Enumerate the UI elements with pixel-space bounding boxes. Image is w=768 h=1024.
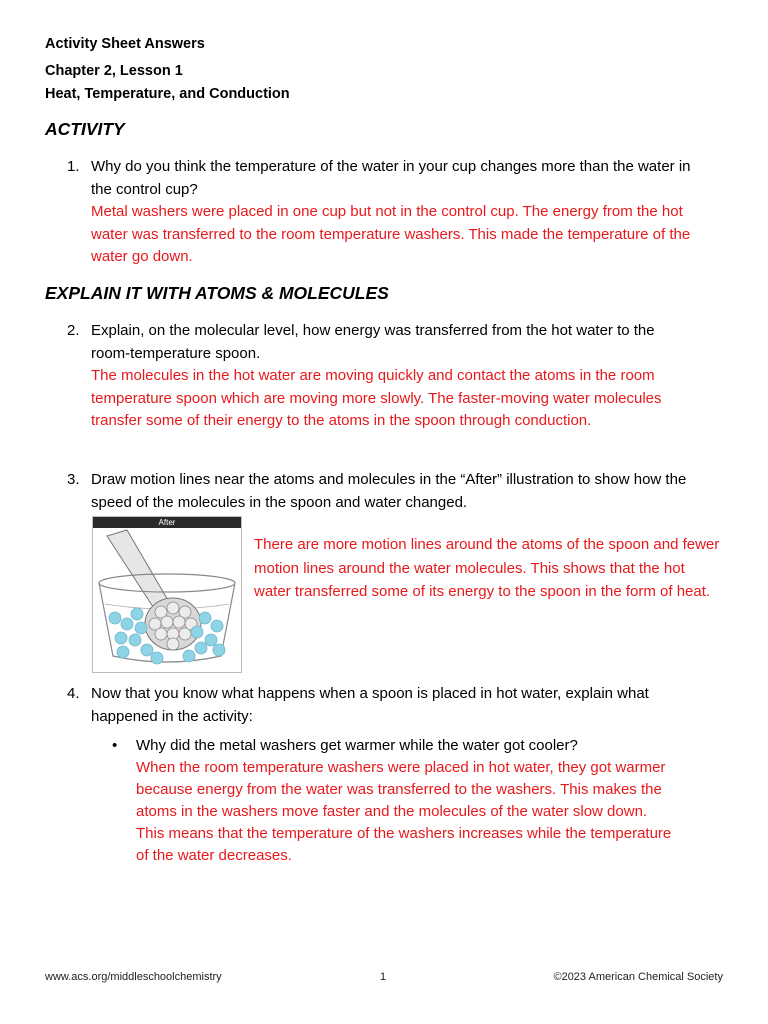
question-answer: Metal washers were placed in one cup but not in the control cup. The energy from the hot water was transferred to the room temperature washers. This made the temperature of the water go down. (91, 203, 691, 265)
water-molecule (183, 650, 195, 662)
question-prompt: Now that you know what happens when a spoon is placed in hot water, explain what happened in the activity: (91, 685, 649, 725)
section-activity-heading: ACTIVITY (45, 119, 125, 139)
spoon-atom (167, 602, 179, 614)
question-4 (67, 683, 710, 728)
spoon-atom (167, 638, 179, 650)
question-number: 4. (67, 685, 80, 702)
after-illustration (92, 516, 242, 673)
question-3 (67, 469, 710, 514)
water-molecule (117, 646, 129, 658)
after-label: After (93, 517, 241, 528)
bullet-answer: When the room temperature washers were placed in hot water, they got warmer because energy from the water was transferred to the washers. This makes the atoms in the washers move faster and the molecules of the water slow down. This means that the temperature of the washers increases while the temperature of the water decreases. (136, 759, 672, 864)
chapter-lesson: Chapter 2, Lesson 1 (45, 63, 183, 79)
spoon-atom (173, 616, 185, 628)
cup-with-spoon-drawing (93, 528, 241, 672)
lesson-title: Heat, Temperature, and Conduction (45, 86, 290, 102)
spoon-atom (179, 628, 191, 640)
question-4-bullet (112, 735, 710, 867)
question-1 (67, 156, 710, 269)
spoon-atom (155, 628, 167, 640)
water-molecule (151, 652, 163, 664)
question-number: 1. (67, 158, 80, 175)
question-prompt: Explain, on the molecular level, how energy was transferred from the hot water to the room-temperature spoon. (91, 322, 655, 362)
water-molecule (199, 612, 211, 624)
page-number: 1 (380, 971, 387, 983)
question-number: 2. (67, 322, 80, 339)
water-molecule (109, 612, 121, 624)
question-answer: The molecules in the hot water are moving quickly and contact the atoms in the room temperature spoon which are moving more slowly. The faster-moving water molecules transfer some of their energy to the atoms in the spoon through conduction. (91, 367, 662, 429)
water-molecule (195, 642, 207, 654)
water-molecule (141, 644, 153, 656)
section-explain-heading: EXPLAIN IT WITH ATOMS & MOLECULES (45, 283, 389, 303)
water-molecule (213, 644, 225, 656)
water-molecule (211, 620, 223, 632)
spoon-atom (161, 616, 173, 628)
water-molecule (129, 634, 141, 646)
water-molecule (191, 626, 203, 638)
question-prompt: Draw motion lines near the atoms and molecules in the “After” illustration to show how the speed of the molecules in the spoon and water changed. (91, 471, 687, 511)
cup-rim (99, 574, 235, 592)
spoon-handle (107, 530, 169, 610)
question-3-answer: There are more motion lines around the atoms of the spoon and fewer motion lines around the water molecules. This shows that the hot water transferred some of its energy to the spoon in the form of heat. (254, 536, 720, 600)
bullet-icon: • (112, 737, 118, 754)
water-molecule (115, 632, 127, 644)
water-molecule (121, 618, 133, 630)
copyright: ©2023 American Chemical Society (553, 971, 723, 983)
bullet-prompt: Why did the metal washers get warmer while the water got cooler? (136, 737, 578, 754)
water-molecule (135, 622, 147, 634)
question-number: 3. (67, 471, 80, 488)
water-molecule (131, 608, 143, 620)
water-molecule (205, 634, 217, 646)
question-2 (67, 320, 710, 433)
question-prompt: Why do you think the temperature of the water in your cup changes more than the water in the control cup? (91, 158, 691, 198)
sheet-title: Activity Sheet Answers (45, 36, 205, 52)
footer-url: www.acs.org/middleschoolchemistry (45, 971, 222, 983)
